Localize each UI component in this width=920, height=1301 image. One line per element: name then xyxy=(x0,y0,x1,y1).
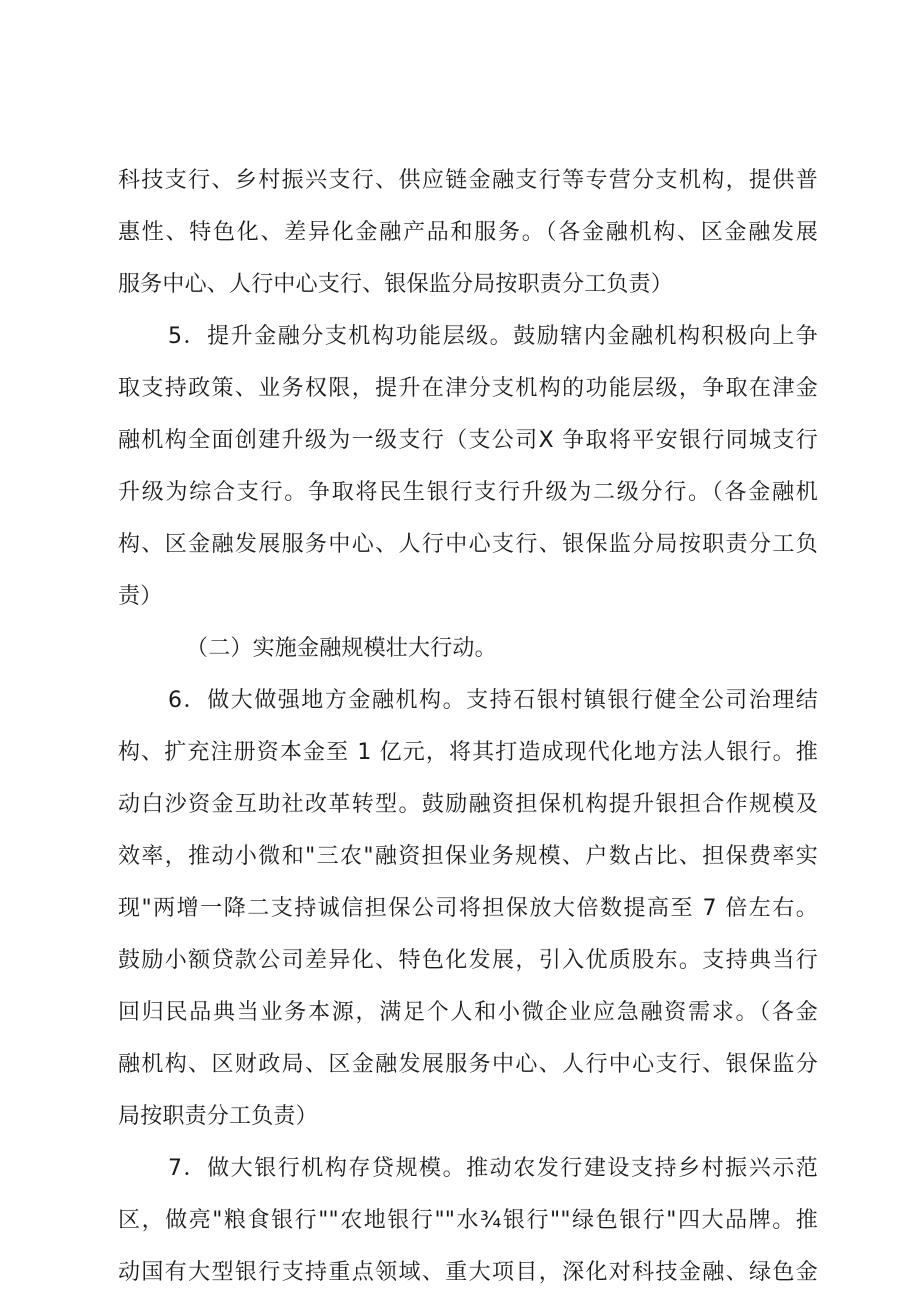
text-line: 融机构全面创建升级为一级支行（支公司X 争取将平安银行同城支行 xyxy=(118,428,818,453)
text-line: 7．做大银行机构存贷规模。推动农发行建设支持乡村振兴示范 xyxy=(168,1156,818,1181)
paragraph-continuation xyxy=(118,155,818,311)
text-line: 区，做亮"粮食银行""农地银行""水¾银行""绿色银行"四大品牌。推 xyxy=(118,1208,818,1233)
text-line: 局按职责分工负责） xyxy=(118,1104,318,1129)
section-heading: （二）实施金融规模壮大行动。 xyxy=(186,636,497,661)
text-line: 取支持政策、业务权限，提升在津分支机构的功能层级，争取在津金 xyxy=(118,376,818,401)
paragraph-item-5 xyxy=(118,311,818,623)
text-line: 科技支行、乡村振兴支行、供应链金融支行等专营分支机构，提供普 xyxy=(118,168,818,193)
text-line: 升级为综合支行。争取将民生银行支行升级为二级分行。（各金融机 xyxy=(118,480,818,505)
text-line: 回归民品典当业务本源，满足个人和小微企业应急融资需求。（各金 xyxy=(118,1000,818,1025)
text-line: 动国有大型银行支持重点领域、重大项目，深化对科技金融、绿色金 xyxy=(118,1260,818,1285)
text-line: 6．做大做强地方金融机构。支持石银村镇银行健全公司治理结 xyxy=(168,688,818,713)
paragraph-item-6 xyxy=(118,675,818,1143)
text-line: 5．提升金融分支机构功能层级。鼓励辖内金融机构积极向上争 xyxy=(168,324,818,349)
text-line: 责） xyxy=(118,584,163,609)
text-line: 动白沙资金互助社改革转型。鼓励融资担保机构提升银担合作规模及 xyxy=(118,792,818,817)
document-body xyxy=(118,155,818,1299)
text-line: 鼓励小额贷款公司差异化、特色化发展，引入优质股东。支持典当行 xyxy=(118,948,818,973)
text-line: 现"两增一降二支持诚信担保公司将担保放大倍数提高至 7 倍左右。 xyxy=(118,896,818,921)
section-heading-2 xyxy=(118,623,818,675)
paragraph-item-7 xyxy=(118,1143,818,1299)
text-line: 融机构、区财政局、区金融发展服务中心、人行中心支行、银保监分 xyxy=(118,1052,818,1077)
text-line: 惠性、特色化、差异化金融产品和服务。（各金融机构、区金融发展 xyxy=(118,220,818,245)
text-line: 效率，推动小微和"三农"融资担保业务规模、户数占比、担保费率实 xyxy=(118,844,818,869)
text-line: 服务中心、人行中心支行、银保监分局按职责分工负责） xyxy=(118,272,674,297)
text-line: 构、区金融发展服务中心、人行中心支行、银保监分局按职责分工负 xyxy=(118,532,818,557)
text-line: 构、扩充注册资本金至 1 亿元，将其打造成现代化地方法人银行。推 xyxy=(118,740,818,765)
